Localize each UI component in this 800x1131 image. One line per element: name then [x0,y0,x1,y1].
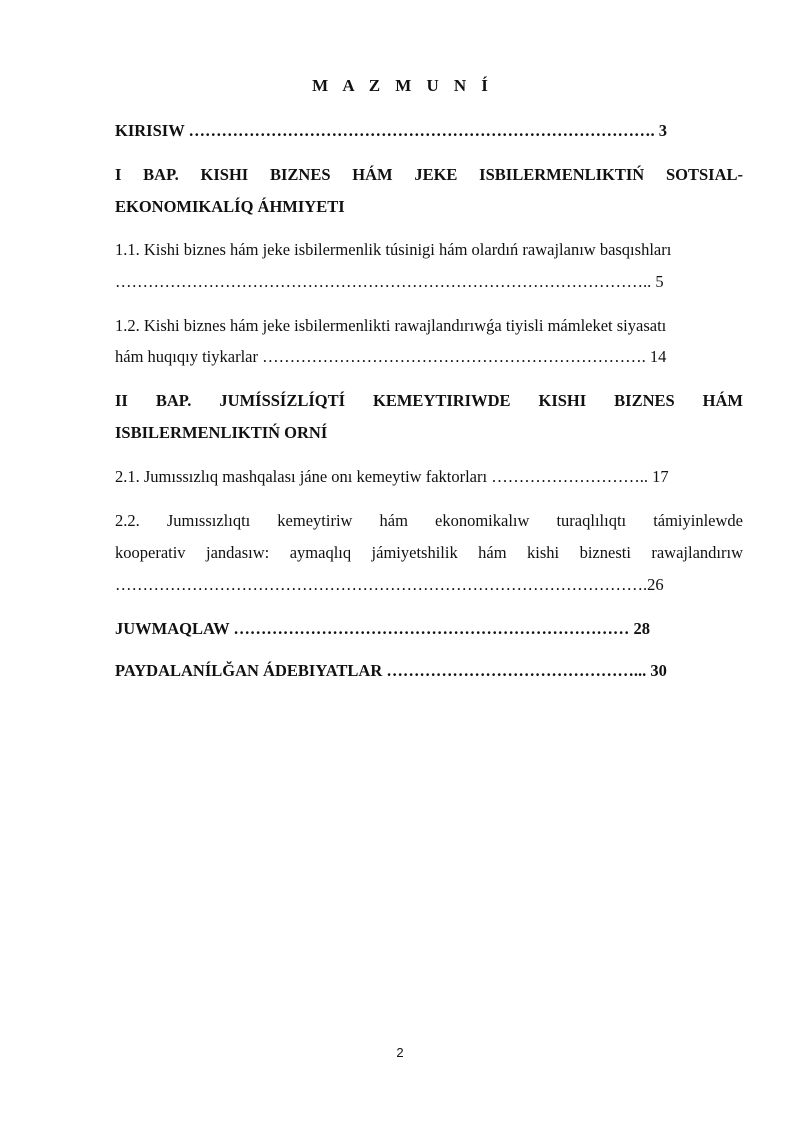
toc-entry-conclusion-page: 28 [629,619,651,638]
toc-entry-1-1-leader: …………………………………………………………………………………….. [115,272,652,291]
toc-entry-1-2-text: hám huqıqıy tiykarlar ……………………………………………………………. [115,347,646,366]
toc-entry-1-2-page: 14 [645,347,667,366]
toc-entry-1-1-line1[interactable]: 1.1. Kishi biznes hám jeke isbilermenlik túsinigi hám olardıń rawajlanıw basqıshları [115,240,672,259]
chapter-1-heading-line1[interactable]: I BAP. KISHI BIZNES HÁM JEKE ISBILERMENLIKTIŃ SOTSIAL- [115,165,743,184]
toc-entry-2-1-page: 17 [647,467,669,486]
toc-entry-1-1-page: 5 [651,272,664,291]
toc-entry-1-1-line2[interactable] [115,272,743,292]
toc-entry-conclusion-text: JUWMAQLAW ……………………………………………………………… [115,619,630,638]
toc-entry-1-2-line2[interactable] [115,347,743,367]
toc-entry-2-2-leader: …………………………………………………………………………………… [115,575,643,594]
toc-entry-references[interactable] [115,661,743,681]
chapter-1-heading-line2[interactable]: EKONOMIKALÍQ ÁHMIYETI [115,197,345,216]
toc-entry-2-2-page: .26 [643,575,664,594]
page-title: M A Z M U N Í [312,76,494,95]
toc-entry-intro-page: 3 [654,121,668,140]
chapter-2-heading-line2[interactable]: ISBILERMENLIKTIŃ ORNÍ [115,423,328,442]
toc-entry-2-1-text: 2.1. Jumıssızlıq mashqalası jáne onı kemeytiw faktorları ……………………….. [115,467,648,486]
toc-entry-references-page: . 30 [642,661,667,680]
toc-entry-2-2-line3[interactable] [115,575,743,595]
toc-entry-2-2-line1[interactable]: 2.2. Jumıssızlıqtı kemeytiriw hám ekonomikalıw turaqlılıqtı támiyinlewde [115,511,743,530]
toc-entry-2-2-line2[interactable]: kooperativ jandasıw: aymaqlıq jámiyetshilik hám kishi biznesti rawajlandırıw [115,543,743,562]
toc-entry-1-2-line1[interactable]: 1.2. Kishi biznes hám jeke isbilermenlikti rawajlandırıwǵa tiyisli mámleket siyasatı [115,316,667,335]
toc-entry-references-text: PAYDALANÍLĞAN ÁDEBIYATLAR ……………………………………….. [115,661,643,680]
toc-entry-intro[interactable] [115,121,743,141]
toc-entry-2-1[interactable] [115,467,743,487]
toc-entry-conclusion[interactable] [115,619,743,639]
page-number: 2 [396,1045,404,1060]
toc-entry-intro-text: KIRISIW …………………………………………………………………………. [115,121,655,140]
chapter-2-heading-line1[interactable]: II BAP. JUMÍSSÍZLÍQTÍ KEMEYTIRIWDE KISHI BIZNES HÁM [115,391,743,410]
